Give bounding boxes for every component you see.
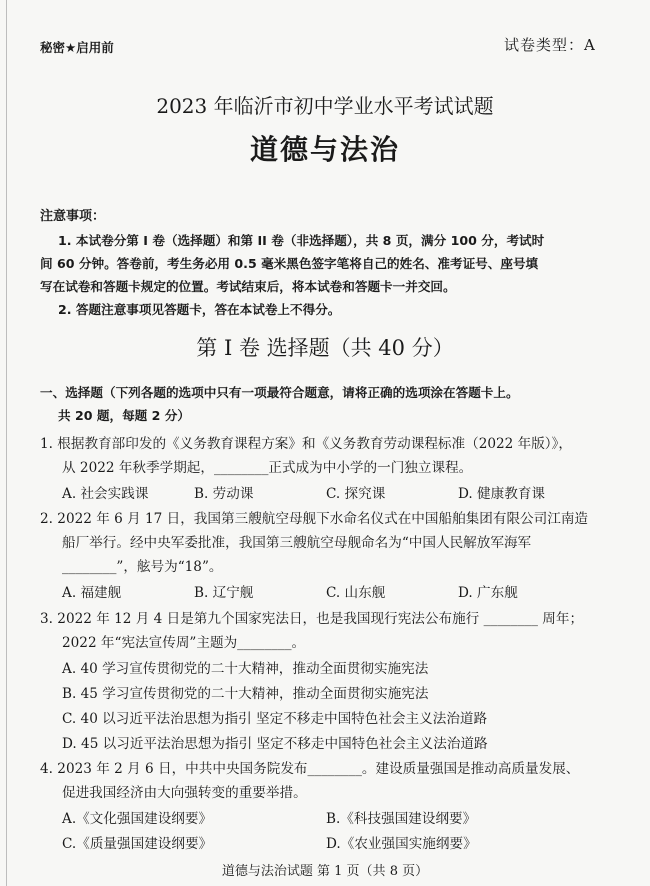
question-2-option: C. 山东舰 [326, 585, 386, 601]
question-2-stem: ________”，舷号为“18”。 [62, 559, 223, 575]
notice-line: 1. 本试卷分第 I 卷（选择题）和第 II 卷（非选择题），共 8 页，满分 100 分，考试时 [58, 233, 545, 248]
question-3-stem: 3. 2022 年 12 月 4 日是第九个国家宪法日，也是我国现行宪法公布施行 ________ 周年； [40, 611, 584, 627]
notice-line: 写在试卷和答题卡规定的位置。考试结束后，将本试卷和答题卡一并交回。 [40, 279, 456, 294]
secret-label: 秘密★启用前 [40, 40, 114, 55]
paper-type: 试卷类型：A [504, 36, 596, 54]
notice-heading: 注意事项： [40, 209, 106, 224]
question-2-option: B. 辽宁舰 [194, 585, 254, 601]
question-4-option: B.《科技强国建设纲要》 [326, 811, 477, 827]
question-4-stem: 4. 2023 年 2 月 6 日，中共中央国务院发布________。建设质量强国是推动高质量发展、 [40, 761, 580, 777]
question-3-stem: 2022 年“宪法宣传周”主题为________。 [62, 635, 306, 651]
page-footer: 道德与法治试题 第 1 页（共 8 页） [221, 864, 429, 879]
exam-title: 2023 年临沂市初中学业水平考试试题 [156, 94, 494, 118]
section-instruction: 共 20 题，每题 2 分） [58, 408, 190, 423]
question-4-option: C.《质量强国建设纲要》 [62, 836, 213, 852]
question-2-option: A. 福建舰 [62, 585, 122, 601]
question-2-stem: 2. 2022 年 6 月 17 日，我国第三艘航空母舰下水命名仪式在中国船舶集团有限公司江南造 [40, 511, 589, 527]
question-1-stem: 1. 根据教育部印发的《义务教育课程方案》和《义务教育劳动课程标准（2022 年版）》， [40, 436, 572, 452]
subject-title: 道德与法治 [249, 133, 400, 166]
question-2-option: D. 广东舰 [458, 585, 518, 601]
question-1-option: D. 健康教育课 [458, 486, 546, 502]
question-1-option: B. 劳动课 [194, 486, 254, 502]
question-3-option: B. 45 学习宣传贯彻党的二十大精神，推动全面贯彻实施宪法 [62, 686, 429, 702]
question-4-option: D.《农业强国实施纲要》 [326, 836, 477, 852]
question-2-stem: 船厂举行。经中央军委批准，我国第三艘航空母舰命名为“中国人民解放军海军 [62, 535, 532, 551]
section-instruction: 一、选择题（下列各题的选项中只有一项最符合题意，请将正确的选项涂在答题卡上。 [40, 385, 519, 400]
question-1-option: C. 探究课 [326, 486, 386, 502]
section-title: 第 I 卷 选择题（共 40 分） [196, 336, 454, 360]
question-3-option: A. 40 学习宣传贯彻党的二十大精神，推动全面贯彻实施宪法 [62, 661, 429, 677]
notice-line: 2. 答题注意事项见答题卡，答在本试卷上不得分。 [58, 302, 341, 317]
notice-line: 间 60 分钟。答卷前，考生务必用 0.5 毫米黑色签字笔将自己的姓名、准考证号、座号填 [40, 256, 539, 271]
question-1-option: A. 社会实践课 [62, 486, 149, 502]
question-1-stem: 从 2022 年秋季学期起，________正式成为中小学的一门独立课程。 [62, 460, 473, 476]
question-3-option: C. 40 以习近平法治思想为指引 坚定不移走中国特色社会主义法治道路 [62, 711, 488, 727]
question-3-option: D. 45 以习近平法治思想为指引 坚定不移走中国特色社会主义法治道路 [62, 736, 488, 752]
question-4-stem: 促进我国经济由大向强转变的重要举措。 [62, 785, 307, 801]
question-4-option: A.《文化强国建设纲要》 [62, 811, 213, 827]
